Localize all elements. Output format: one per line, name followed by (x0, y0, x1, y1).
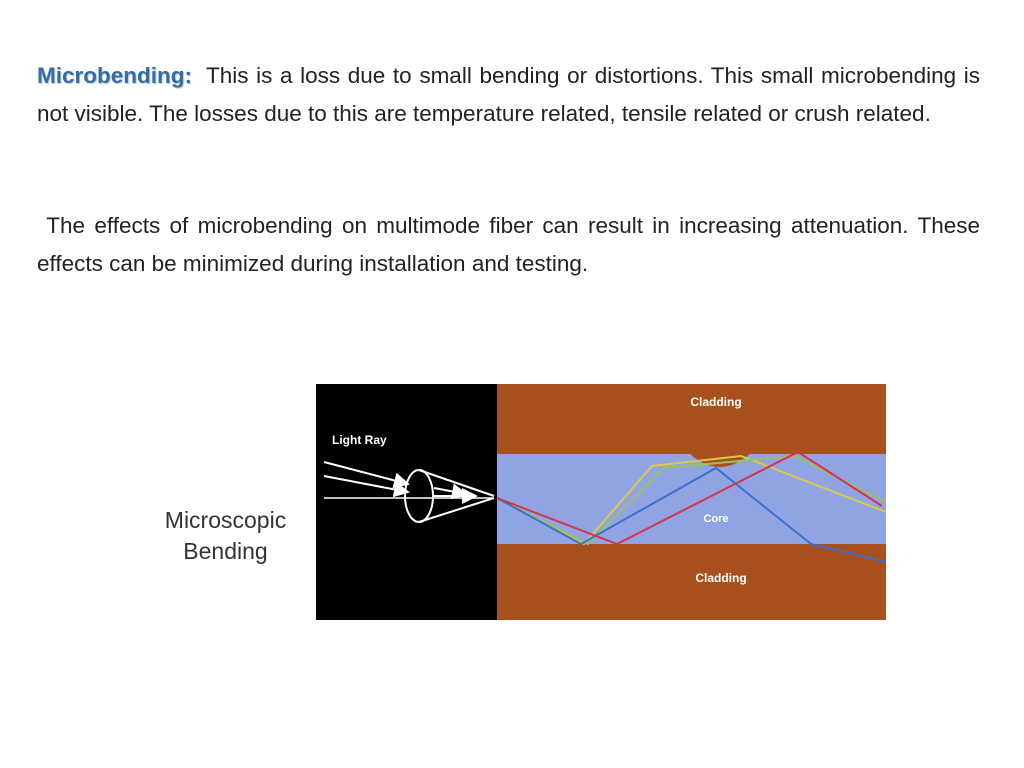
cladding-top-label: Cladding (690, 395, 742, 409)
figure-side-caption (143, 505, 308, 567)
side-caption-line-2: Bending (183, 538, 268, 564)
term-microbending: Microbending: (37, 63, 192, 88)
cladding-bottom (497, 544, 886, 620)
light-ray-label: Light Ray (332, 433, 387, 447)
cladding-bottom-label: Cladding (695, 571, 747, 585)
light-source-panel (316, 384, 497, 620)
side-caption-line-1: Microscopic (164, 507, 287, 533)
paragraph-effects (37, 207, 980, 282)
microbending-diagram (316, 384, 886, 620)
paragraph-1-text: This is a loss due to small bending or distortions. This small microbending is not visible. The losses due to this are temperature related, tensile related or crush related. (37, 63, 980, 126)
paragraph-2-text: The effects of microbending on multimode fiber can result in increasing attenuation. These effects can be minimized during installation and testing. (37, 213, 980, 276)
paragraph-microbending (37, 57, 980, 132)
core-label: Core (703, 513, 729, 525)
